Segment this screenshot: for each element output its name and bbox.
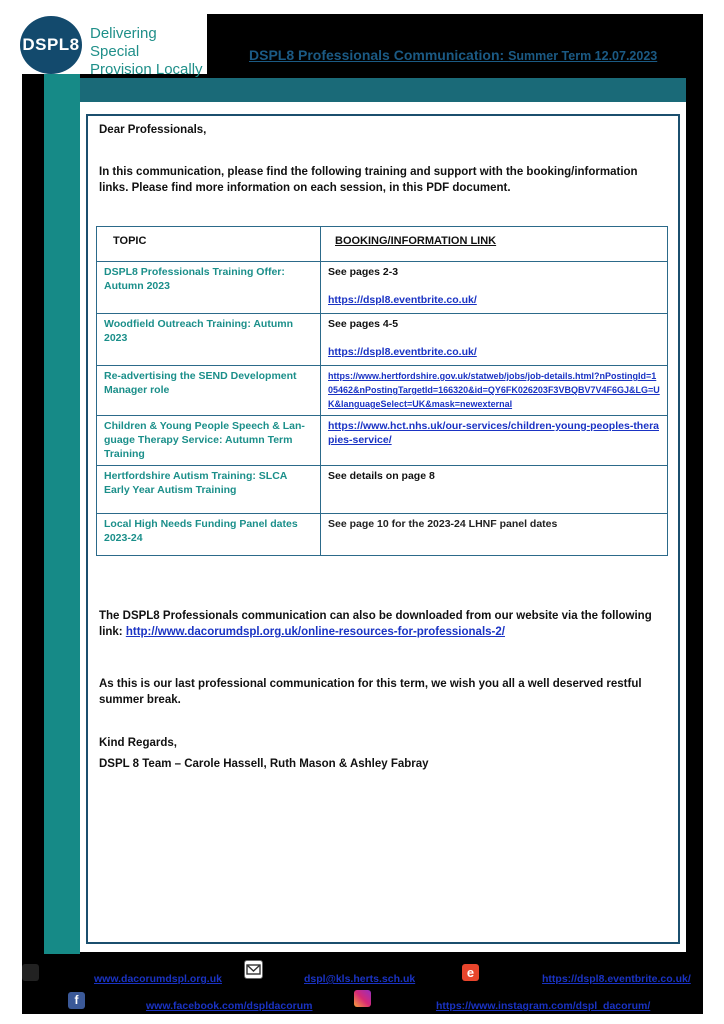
signature: DSPL 8 Team – Carole Hassell, Ruth Mason & Ashley Fabray (99, 758, 429, 770)
email-icon (244, 960, 263, 979)
teal-sidebar (44, 74, 80, 954)
table-header-row (97, 227, 668, 262)
table-row (97, 366, 668, 416)
closing-text: As this is our last professional communication for this term, we wish you all a well deserved restful summer break. (99, 678, 642, 706)
website-link[interactable]: www.dacorumdspl.org.uk (94, 973, 222, 985)
row-topic: DSPL8 Professionals Training Offer: Autumn 2023 (97, 262, 321, 314)
logo-tagline: Delivering Special Provision Locally (90, 25, 203, 78)
globe-icon (22, 964, 39, 981)
link-column-header: BOOKING/INFORMATION LINK (321, 227, 668, 262)
eventbrite-link[interactable]: https://dspl8.eventbrite.co.uk/ (328, 294, 477, 306)
hct-services-link[interactable]: https://www.hct.nhs.uk/our-services/children-young-peoples-therapies-service/ (328, 420, 659, 446)
facebook-link[interactable]: www.facebook.com/dspldacorum (146, 1000, 313, 1012)
greeting: Dear Professionals, (99, 124, 207, 136)
row-link-cell (321, 314, 668, 366)
row-note: See pages 4-5 (328, 318, 399, 330)
row-note: See details on page 8 (321, 466, 668, 514)
logo (16, 14, 207, 78)
row-topic: Hertfordshire Autism Training: SLCA Early Year Autism Training (97, 466, 321, 514)
table-row (97, 514, 668, 556)
job-details-link[interactable]: https://www.hertfordshire.gov.uk/statweb/jobs/job-details.html?nPostingId=105462&nPostingTargetId=166320&id=QY6FK026203F3VBQBV7V4F6GJ&LG=UK&languageSelect=UK&mask=newexternal (328, 371, 660, 409)
footer (22, 958, 703, 1014)
training-table (96, 226, 668, 556)
logo-badge: DSPL8 (20, 16, 82, 74)
row-note: See pages 2-3 (328, 266, 399, 278)
row-link-cell (321, 366, 668, 416)
table-row (97, 416, 668, 466)
download-paragraph: The DSPL8 Professionals communication can also be downloaded from our website via the following link: http://www.dacorumdspl.org.uk/online-resources-for-professionals-2/ (99, 610, 652, 638)
row-topic: Re-advertising the SEND Development Manager role (97, 366, 321, 416)
row-topic: Local High Needs Funding Panel dates 2023-24 (97, 514, 321, 556)
eventbrite-icon: e (462, 964, 479, 981)
row-link-cell (321, 416, 668, 466)
email-link[interactable]: dspl@kls.herts.sch.uk (304, 973, 416, 985)
row-note: See page 10 for the 2023-24 LHNF panel dates (321, 514, 668, 556)
instagram-icon (354, 990, 371, 1007)
table-row (97, 314, 668, 366)
table-row (97, 466, 668, 514)
topic-column-header: TOPIC (97, 227, 321, 262)
regards-text: Kind Regards, (99, 737, 177, 749)
instagram-link[interactable]: https://www.instagram.com/dspl_dacorum/ (436, 1000, 651, 1012)
eventbrite-link[interactable]: https://dspl8.eventbrite.co.uk/ (328, 346, 477, 358)
row-topic: Children & Young People Speech & Lan-guage Therapy Service: Autumn Term Training (97, 416, 321, 466)
intro-text: In this communication, please find the following training and support with the booking/information links. Please find more information on each session, in this PDF document. (99, 166, 638, 194)
teal-header-bar (80, 78, 686, 102)
page-title: DSPL8 Professionals Communication: Summer Term 12.07.2023 (249, 47, 658, 63)
row-topic: Woodfield Outreach Training: Autumn 2023 (97, 314, 321, 366)
row-link-cell (321, 262, 668, 314)
eventbrite-footer-link[interactable]: https://dspl8.eventbrite.co.uk/ (542, 973, 691, 985)
table-row (97, 262, 668, 314)
online-resources-link[interactable]: http://www.dacorumdspl.org.uk/online-resources-for-professionals-2/ (125, 626, 505, 638)
facebook-icon: f (68, 992, 85, 1009)
